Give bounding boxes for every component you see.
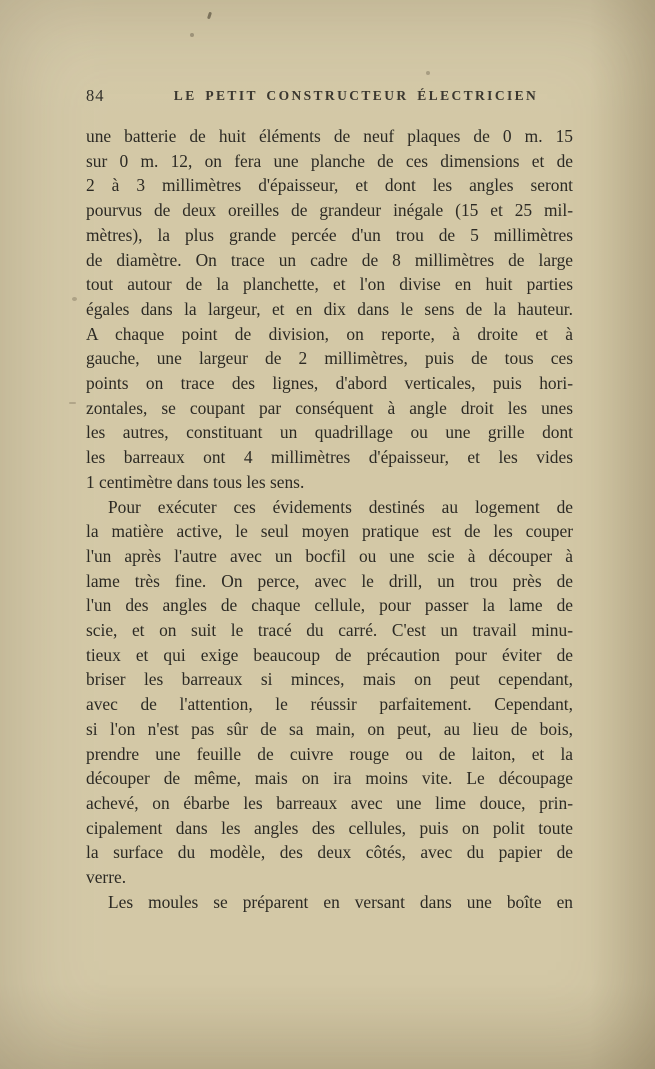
- text-line: égales dans la largeur, et en dix dans le sens de la hauteur.: [86, 298, 573, 319]
- text-line: avec de l'attention, le réussir parfaitement. Cependant,: [86, 694, 573, 715]
- scan-speck: [426, 71, 430, 75]
- text-line: 1 centimètre dans tous les sens.: [86, 471, 305, 492]
- text-line: tout autour de la planchette, et l'on divise en huit parties: [86, 274, 573, 295]
- text-line: 2 à 3 millimètres d'épaisseur, et dont les angles seront: [86, 175, 573, 196]
- paragraph: [86, 495, 573, 890]
- text-line: une batterie de huit éléments de neuf plaques de 0 m. 15: [86, 126, 573, 146]
- text-line: verre.: [86, 867, 127, 888]
- scan-speck: [69, 402, 76, 404]
- text-line: de diamètre. On trace un cadre de 8 millimètres de large: [86, 249, 573, 270]
- scan-speck: [72, 297, 77, 301]
- text-line: briser les barreaux si minces, mais on peut cependant,: [86, 669, 573, 690]
- text-line: découper de même, mais on ira moins vite. Le découpage: [86, 768, 573, 789]
- running-title: LE PETIT CONSTRUCTEUR ÉLECTRICIEN: [173, 88, 539, 103]
- text-line: gauche, une largeur de 2 millimètres, puis de tous ces: [86, 348, 573, 369]
- text-line: sur 0 m. 12, on fera une planche de ces dimensions et de: [86, 150, 573, 171]
- text-line: scie, et on suit le tracé du carré. C'est un travail minu-: [86, 620, 573, 641]
- text-line: Les moules se préparent en versant dans une boîte en: [108, 891, 573, 912]
- text-line: zontales, se coupant par conséquent à angle droit les unes: [86, 397, 573, 418]
- scan-speck: [190, 33, 194, 37]
- page-body: [86, 124, 573, 915]
- text-line: la matière active, le seul moyen pratique est de les couper: [86, 521, 573, 542]
- text-line: A chaque point de division, on reporte, à droite et à: [86, 323, 573, 344]
- text-line: mètres), la plus grande percée d'un trou de 5 millimètres: [86, 224, 573, 245]
- text-line: lame très fine. On perce, avec le drill, un trou près de: [86, 570, 573, 591]
- text-line: achevé, on ébarbe les barreaux avec une lime douce, prin-: [86, 792, 573, 813]
- text-line: points on trace des lignes, d'abord verticales, puis hori-: [86, 373, 573, 394]
- scan-speck: [207, 12, 212, 20]
- text-line: cipalement dans les angles des cellules, puis on polit toute: [86, 817, 573, 838]
- text-line: les barreaux ont 4 millimètres d'épaisseur, et les vides: [86, 447, 573, 468]
- text-line: les autres, constituant un quadrillage ou une grille dont: [86, 422, 573, 443]
- text-line: l'un des angles de chaque cellule, pour passer la lame de: [86, 595, 573, 616]
- text-line: tieux et qui exige beaucoup de précaution pour éviter de: [86, 644, 573, 665]
- paragraph: [86, 124, 573, 495]
- text-line: l'un après l'autre avec un bocfil ou une scie à découper à: [86, 545, 573, 566]
- text-line: Pour exécuter ces évidements destinés au logement de: [108, 496, 573, 517]
- text-line: prendre une feuille de cuivre rouge ou de laiton, et la: [86, 743, 573, 764]
- page-header: [86, 86, 571, 108]
- page-number: 84: [86, 86, 105, 105]
- text-line: la surface du modèle, des deux côtés, avec du papier de: [86, 842, 573, 863]
- text-line: pourvus de deux oreilles de grandeur inégale (15 et 25 mil-: [86, 200, 573, 221]
- paragraph: [86, 890, 573, 915]
- text-line: si l'on n'est pas sûr de sa main, on peut, au lieu de bois,: [86, 718, 573, 739]
